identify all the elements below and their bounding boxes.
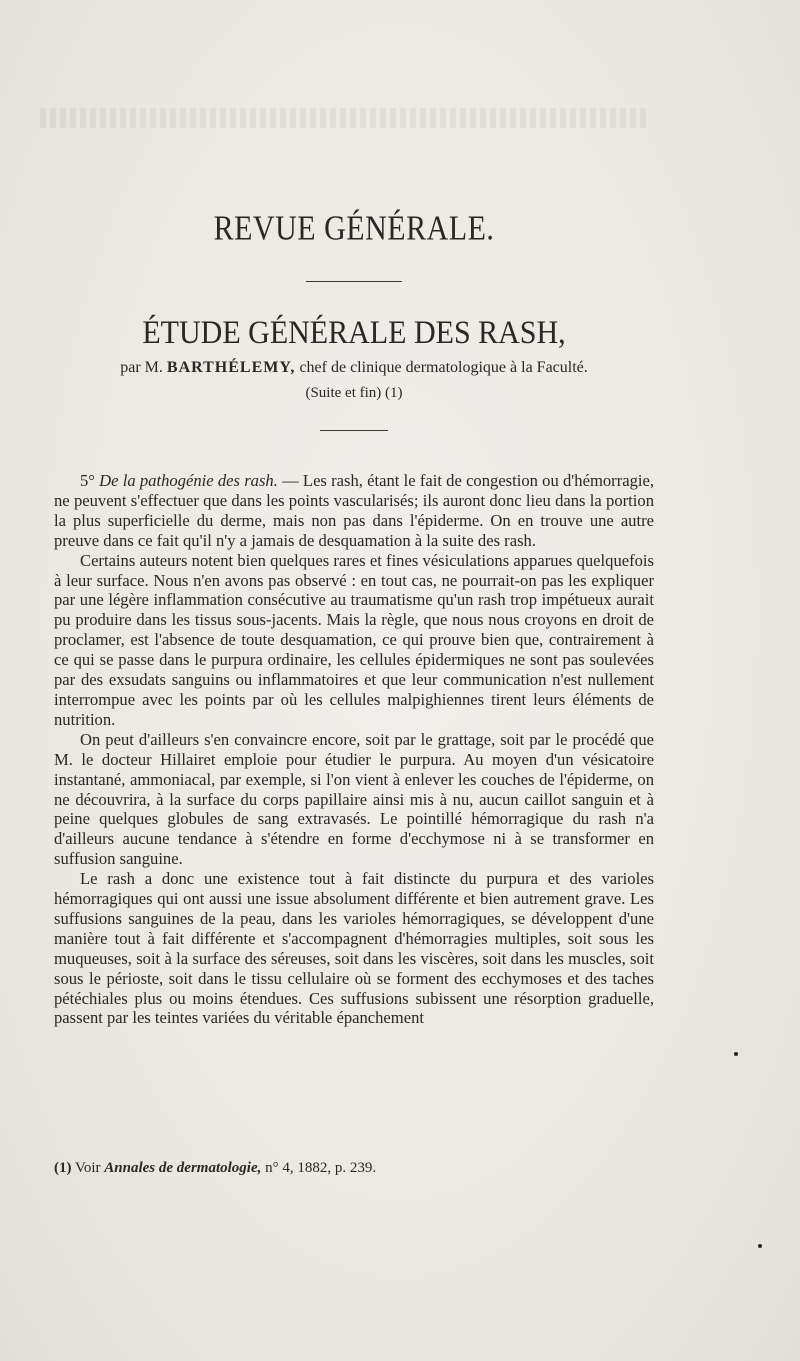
footnote-source: Annales de dermatologie,	[104, 1160, 262, 1176]
ink-speck	[758, 1244, 762, 1248]
footnote-text-after: n° 4, 1882, p. 239.	[265, 1160, 377, 1176]
byline-affiliation: chef de clinique dermatologique à la Faculté.	[299, 359, 588, 376]
footnote-text-before: Voir	[74, 1160, 101, 1176]
article-title: ÉTUDE GÉNÉRALE DES RASH,	[142, 314, 566, 351]
author-name: BARTHÉLEMY,	[166, 359, 296, 376]
byline-prefix: par M.	[120, 359, 163, 376]
header-divider	[320, 430, 388, 431]
continuation-note: (Suite et fin) (1)	[305, 385, 403, 401]
byline	[54, 359, 654, 377]
footnote	[54, 1160, 654, 1177]
paragraph	[54, 471, 654, 551]
section-number: 5°	[80, 471, 95, 490]
title-divider	[306, 281, 402, 282]
paragraph: Certains auteurs notent bien quelques rares et fines vésiculations apparues quelquefois à leur surface. Nous n'en avons pas observé : en tout cas, ne pourrait-on pas les expliquer par une légère inflammation consécutive au traumatisme qu'un rash trop impétueux aurait pu produire dans les tissus sous-jacents. Mais la règle, que nous nous croyons en droit de proclamer, est l'absence de toute desquamation, ce qui prouve bien que, contrairement à ce qui se passe dans le purpura ordinaire, les cellules épidermiques ne sont pas soulevées par des exsudats sanguins ou inflammatoires et que leur communication n'est nullement interrompue avec les points par où les cellules malpighiennes tirent leurs éléments de nutrition.	[54, 550, 654, 729]
bleed-through-text	[40, 108, 650, 128]
journal-section-title: REVUE GÉNÉRALE.	[213, 209, 495, 248]
footnote-number: (1)	[54, 1160, 72, 1176]
paragraph: Le rash a donc une existence tout à fait distincte du purpura et des varioles hémorragiques qui ont aussi une issue absolument différente et bien autrement grave. Les suffusions sanguines de la peau, dans les varioles hémorragiques, se développent d'une manière tout à fait différente et s'accompagnent d'hémorragies multiples, soit sous les muqueuses, soit à la surface des séreuses, soit dans les viscères, soit dans les muscles, soit sous le périoste, soit dans le tissu cellulaire où se forment des ecchymoses et des taches pétéchiales plus ou moins étendues. Ces suffusions subissent une résorption graduelle, passent par les teintes variées du véritable épanchement	[54, 869, 654, 1028]
paragraph: On peut d'ailleurs s'en convaincre encore, soit par le grattage, soit par le procédé que M. le docteur Hillairet emploie pour étudier le purpura. Au moyen d'un vésicatoire instantané, ammoniacal, par exemple, si l'on vient à enlever les couches de l'épiderme, on ne découvrira, à la surface du corps papillaire ainsi mis à nu, aucun caillot sanguin et à peine quelques globules de sang extravasés. Le pointillé hémorragique du rash n'a d'ailleurs aucune tendance à s'étendre en forme d'ecchymose ni à se transformer en suffusion sanguine.	[54, 729, 654, 869]
article-column	[54, 209, 655, 1028]
article-body	[54, 471, 654, 1028]
ink-speck	[734, 1052, 738, 1056]
section-heading: De la pathogénie des rash.	[99, 471, 278, 490]
paragraph-text: — Les rash, étant le fait de congestion ou d'hémorragie, ne peuvent s'effectuer que dans les points vascularisés; ils auront donc lieu dans la portion la plus superficielle du derme, mais non pas dans l'épiderme. On en trouve une autre preuve dans ce fait qu'il n'y a jamais de desquamation à la suite des rash.	[54, 471, 655, 550]
